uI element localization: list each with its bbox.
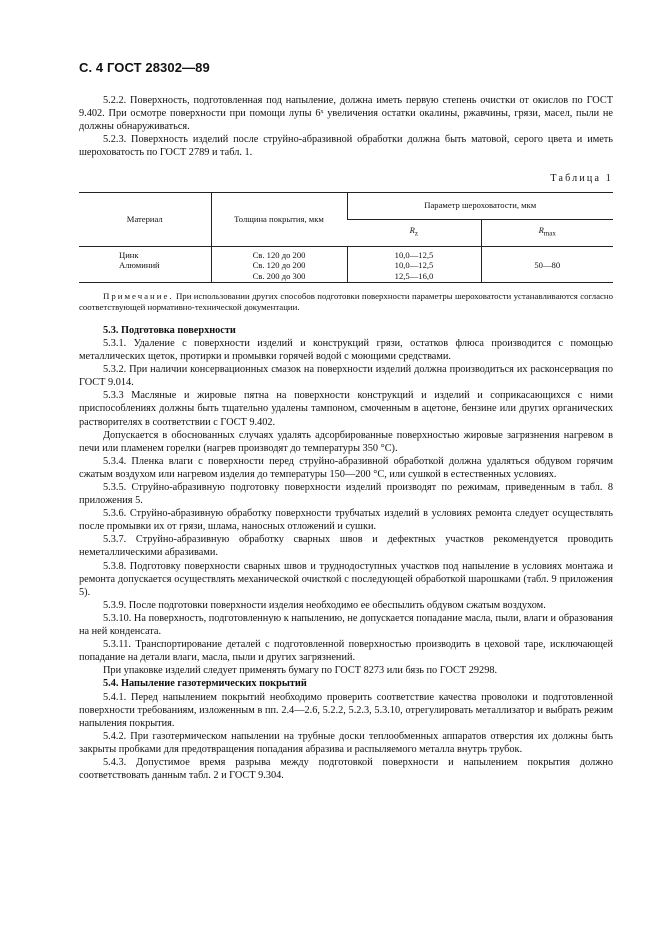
note-text: При использовании других способов подготовки поверхности параметры шероховатости устанавливаются согласно соответствующей нормативно-технической документации. [79, 291, 613, 313]
paragraph-5-3-1: 5.3.1. Удаление с поверхности изделий и конструкций грязи, остатков флюса производится с помощью металлических щеток, протирки и промывки горячей водой с моющими средствами. [79, 337, 613, 363]
paragraph-5-2-2: 5.2.2. Поверхность, подготовленная под напыление, должна иметь первую степень очистки от окислов по ГОСТ 9.402. При осмотре поверхности при помощи лупы 6ˣ увеличения остатки окалины, ржавчины, грязи, масел, пыли не должны обнаруживаться. [79, 95, 613, 133]
document-body [79, 94, 613, 782]
thickness-value: Св. 120 до 200 [252, 260, 306, 271]
paragraph-5-2-3: 5.2.3. Поверхность изделий после струйно-абразивной обработки должна быть матовой, серого цвета и иметь шероховатость по ГОСТ 2789 и табл. 1. [79, 134, 613, 159]
paragraph-5-4-2: 5.4.2. При газотермическом напылении на трубные доски теплообменных аппаратов отверстия их должны быть закрыты пробками для предотвращения попадания абразива и распыляемого металла внутрь трубок. [79, 730, 613, 755]
roughness-table [79, 192, 613, 284]
note-label: Примечание. [103, 291, 174, 302]
header-thickness: Толщина покрытия, мкм [211, 192, 347, 246]
header-rz: $R_z$ [347, 219, 481, 246]
paragraph-5-3-9: 5.3.9. После подготовки поверхности изделия необходимо ее обеспылить обдувом сжатым воздухом. [103, 599, 546, 611]
thickness-value: Св. 120 до 200 [252, 249, 306, 260]
thickness-cell [211, 246, 347, 283]
rmax-value: 50—80 [534, 260, 561, 271]
table-note [79, 291, 613, 314]
paragraph-5-3-10: 5.3.10. На поверхность, подготовленную к напылению, не допускается попадание масла, пыли, влаги и образования на ней конденсата. [79, 612, 613, 638]
page-header: С. 4 ГОСТ 28302—89 [79, 60, 210, 75]
paragraph-5-3-7: 5.3.7. Струйно-абразивную обработку сварных швов и дефектных участков рекомендуется проводить неметаллическими абразивами. [79, 534, 613, 559]
rz-value: 12,5—16,0 [394, 270, 434, 281]
paragraph-5-3-2: 5.3.2. При наличии консервационных смазок на поверхности изделий должна производиться их расконсервация по ГОСТ 9.014. [79, 364, 613, 389]
paragraph-5-3-3: 5.3.3 Масляные и жировые пятна на поверхности конструкций и изделий и соприкасающихся с ними приспособлениях должны быть тщательно удалены тампоном, смоченным в ацетоне, бензине или других органических растворителях в соответствии с ГОСТ 9.402. [79, 390, 613, 428]
header-roughness: Параметр шероховатости, мкм [347, 192, 613, 219]
section-heading-5-4: 5.4. Напыление газотермических покрытий [103, 678, 307, 690]
material-zinc: Цинк [119, 249, 139, 260]
paragraph-5-3-8: 5.3.8. Подготовку поверхности сварных швов и труднодоступных участков под напыление в условиях монтажа и ремонта допускается осуществлять механической очисткой с последующей обработкой шарошками (табл. 9 приложения 5). [79, 560, 613, 598]
rz-value: 10,0—12,5 [394, 249, 434, 260]
paragraph-5-4-1: 5.4.1. Перед напылением покрытий необходимо проверить соответствие качества проволоки и подготовленной поверхности требованиям, изложенным в пп. 2.4—2.6, 5.2.2, 5.2.3, 5.3.10, отрегулировать металлизатор и выбрать режим напыления покрытия. [79, 691, 613, 729]
paragraph-5-3-3-cont: Допускается в обоснованных случаях удалять адсорбированные поверхностью жировые загрязнения нагревом в печи или пламенем горелки (нагрев производят до температуры 350 °С). [79, 429, 613, 454]
paragraph-5-3-5: 5.3.5. Струйно-абразивную подготовку поверхности изделий производят по режимам, приведенным в табл. 8 приложения 5. [79, 482, 613, 507]
rz-value: 10,0—12,5 [394, 260, 434, 271]
material-aluminium: Алюминий [119, 260, 160, 271]
rz-cell [347, 246, 481, 283]
header-material: Материал [79, 192, 211, 246]
thickness-value: Св. 200 до 300 [252, 270, 306, 281]
paragraph-5-3-11-cont: При упаковке изделий следует применять бумагу по ГОСТ 8273 или бязь по ГОСТ 29298. [103, 665, 498, 677]
paragraph-5-3-11: 5.3.11. Транспортирование деталей с подготовленной поверхностью производить в цеховой таре, исключающей попадание на детали влаги, масла, пыли и других загрязнений. [79, 639, 613, 664]
paragraph-5-3-6: 5.3.6. Струйно-абразивную обработку поверхности трубчатых изделий в условиях ремонта следует осуществлять после промывки их от грязи, шлама, наносных отложений и сушки. [79, 508, 613, 533]
table-title: Таблица 1 [550, 173, 613, 185]
paragraph-5-4-3: 5.4.3. Допустимое время разрыва между подготовкой поверхности и напылением покрытия должно соответствовать данным табл. 2 и ГОСТ 9.304. [79, 756, 613, 782]
paragraph-5-3-4: 5.3.4. Пленка влаги с поверхности перед струйно-абразивной обработкой должна удаляться обдувом горячим сжатым воздухом или нагревом изделия до температуры 150—200 °С, или сушкой в естественных условиях. [79, 455, 613, 480]
rmax-cell [481, 246, 613, 283]
section-heading-5-3: 5.3. Подготовка поверхности [103, 324, 236, 336]
header-rmax: $R_{max}$ [481, 219, 613, 246]
table-row [79, 246, 613, 283]
material-cell [79, 246, 211, 283]
